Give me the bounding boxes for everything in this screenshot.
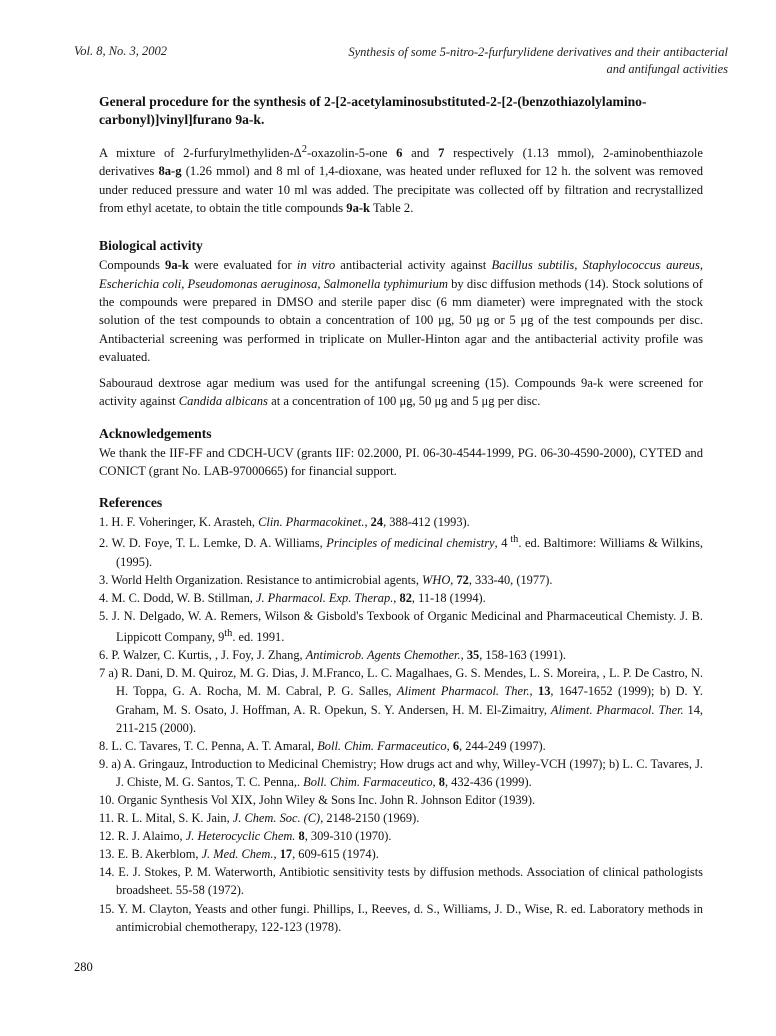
reference-item: 15. Y. M. Clayton, Yeasts and other fungi. Phillips, I., Reeves, d. S., Williams, J. D., Wise, R. ed. Laboratory methods in antimicrobial chemotherapy, 122-123 (1978). [99, 901, 703, 934]
reference-item: 6. P. Walzer, C. Kurtis, , J. Foy, J. Zhang, Antimicrob. Agents Chemother., 35, 158-163 (1991). [99, 648, 566, 663]
biological-activity-paragraph-2: Sabouraud dextrose agar medium was used for the antifungal screening (15). Compounds 9a-k were screened for activity against Candida albicans at a concentration of 100 μg, 50 μg and 5 μg per disc. [99, 376, 703, 409]
acknowledgements-heading: Acknowledgements [99, 425, 212, 441]
biological-activity-heading: Biological activity [99, 238, 203, 254]
reference-item: 1. H. F. Voheringer, K. Arasteh, Clin. Pharmacokinet., 24, 388-412 (1993). [99, 515, 470, 530]
reference-item: 8. L. C. Tavares, T. C. Penna, A. T. Amaral, Boll. Chim. Farmaceutico, 6, 244-249 (1997). [99, 738, 546, 753]
acknowledgements-section [99, 424, 703, 481]
article-body [99, 93, 703, 936]
reference-item: 9. a) A. Gringauz, Introduction to Medicinal Chemistry; How drugs act and why, Willey-VCH (1997); b) L. C. Tavares, J. J. Chiste, M. G. Santos, T. C. Penna,. Boll. Chim. Farmaceutico, 8, 432-436 (1999). [99, 756, 703, 789]
procedure-section [99, 93, 703, 217]
reference-item: 12. R. J. Alaimo, J. Heterocyclic Chem. 8, 309-310 (1970). [99, 829, 392, 844]
page-number: 280 [74, 960, 93, 974]
reference-item: 5. J. N. Delgado, W. A. Remers, Wilson & Gisbold's Texbook of Organic Medicinal and Pharmaceutical Chemisty. J. B. Lippicott Company, 9th. ed. 1991. [99, 608, 703, 645]
reference-item: 3. World Helth Organization. Resistance to antimicrobial agents, WHO, 72, 333-40, (1977). [99, 572, 553, 587]
procedure-paragraph: A mixture of $2-furfurylmethyliden-\Delta^2-oxazolin-5$-one 6 and 7 respectively (1.13 mmol), 2-aminobenthiazole derivatives 8a-g (1.26 mmol) and 8 ml of 1,4-dioxane, was heated under refluxed for 12 h. the solvent was removed under reduced pressure and water 10 ml was added. The precipitate was collected off by filtration and recrystallized from ethyl acetate, to obtain the title compounds 9a-k Table 2. [99, 144, 703, 216]
reference-item: 4. M. C. Dodd, W. B. Stillman, J. Pharmacol. Exp. Therap., 82, 11-18 (1994). [99, 590, 486, 605]
reference-list [99, 513, 703, 935]
running-header-title [348, 44, 728, 78]
running-header-volume: Vol. 8, No. 3, 2002 [74, 44, 168, 58]
reference-item: 14. E. J. Stokes, P. M. Waterworth, Antibiotic sensitivity tests by diffusion methods. Association of clinical pathologists broadsheet. 55-58 (1972). [99, 865, 703, 898]
biological-activity-paragraph-1: Compounds 9a-k were evaluated for in vitro antibacterial activity against Bacillus subtilis, Staphylococcus aureus, Escherichia coli, Pseudomonas aeruginosa, Salmonella typhimurium by disc diffusion methods (14). Stock solutions of the compounds were prepared in DMSO and sterile paper disc (6 mm diameter) were impregnated with the stock solution of the test compounds to obtain a concentration of 100 μg, 50 μg or 5 μg of the test compounds per disc. Antibacterial screening was performed in triplicate on Muller-Hinton agar and the antibacterial activity profile was evaluated. [99, 258, 704, 364]
reference-item: 10. Organic Synthesis Vol XIX, John Wiley & Sons Inc. John R. Johnson Editor (1939). [99, 793, 536, 807]
reference-item: 2. W. D. Foye, T. L. Lemke, D. A. Williams, Principles of medicinal chemistry, 4 $^{th}$. ed. Baltimore: Williams & Wilkins, (1995). [99, 534, 704, 569]
procedure-heading: General procedure for the synthesis of 2-[2-acetylaminosubstituted-2-[2-(benzothiazolylamino-carbonyl)]vinyl]furano 9a-k. [99, 94, 647, 127]
references-section [99, 493, 703, 935]
acknowledgements-paragraph: We thank the IIF-FF and CDCH-UCV (grants IIF: 02.2000, PI. 06-30-4544-1999, PG. 06-30-4590-2000), CYTED and CONICT (grant No. LAB-97000665) for financial support. [99, 445, 703, 479]
reference-item: 11. R. L. Mital, S. K. Jain, J. Chem. Soc. (C), 2148-2150 (1969). [99, 811, 420, 826]
running-header-line-2: and antifungal activities [606, 62, 728, 76]
references-heading: References [99, 495, 163, 511]
reference-item: 13. E. B. Akerblom, J. Med. Chem., 17, 609-615 (1974). [99, 847, 379, 862]
reference-item: 7 a) R. Dani, D. M. Quiroz, M. G. Dias, J. M.Franco, L. C. Magalhaes, G. S. Mendes, L. S. Moreira, , L. P. De Castro, N. H. Toppa, G. A. Rocha, M. M. Cabral, P. G. Salles, Aliment Pharmacol. Ther., 13, 1647-1652 (1999); b) D. Y. Graham, M. S. Osato, J. Hoffman, A. R. Opekun, S. Y. Andersen, H. M. El-Zimaitry, Aliment. Pharmacol. Ther. 14, 211-215 (2000). [99, 666, 704, 735]
biological-activity-section [99, 236, 703, 410]
running-header-line-1: Synthesis of some 5-nitro-2-furfurylidene derivatives and their antibacterial [348, 45, 728, 59]
